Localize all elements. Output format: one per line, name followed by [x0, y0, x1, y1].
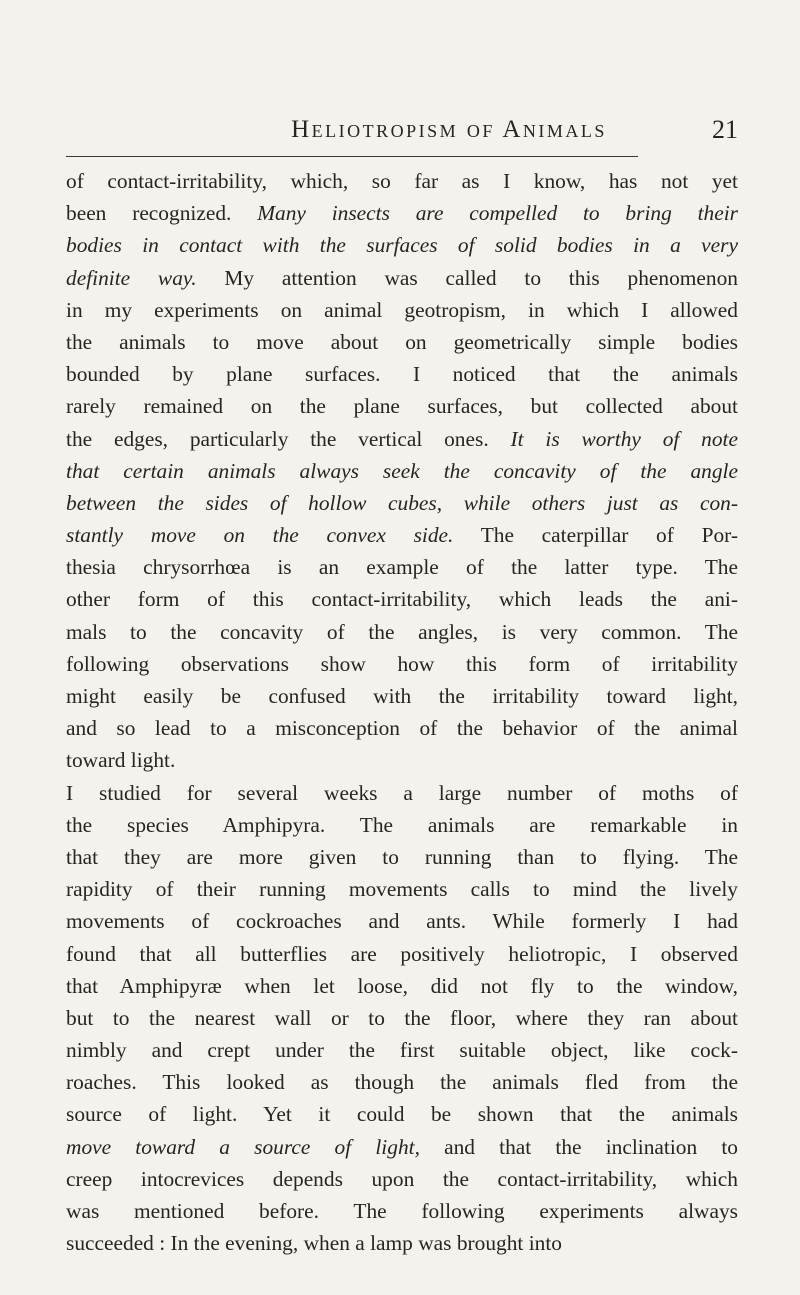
text-line: [66, 519, 738, 551]
text-line: [66, 938, 738, 970]
text-line: [66, 1002, 738, 1034]
text-line: [66, 1034, 738, 1066]
text-line: [66, 744, 738, 776]
header-rule: [66, 156, 638, 157]
text-segment: and that the inclination to: [419, 1134, 738, 1159]
text-segment: following observations show how this form of irritability: [66, 651, 738, 676]
italic-text: between the sides of hollow cubes, while others just as con-: [66, 490, 738, 515]
italic-text: bodies in contact with the surfaces of solid bodies in a very: [66, 233, 738, 258]
running-head: [66, 113, 738, 147]
text-segment: and so lead to a misconception of the behavior of the animal: [66, 716, 738, 741]
text-line: [66, 326, 738, 358]
text-line: [66, 712, 738, 744]
text-segment: the animals to move about on geometrically simple bodies: [66, 329, 738, 354]
text-line: [66, 583, 738, 615]
text-segment: that they are more given to running than to flying. The: [66, 844, 738, 869]
text-line: [66, 358, 738, 390]
text-line: [66, 841, 738, 873]
text-line: [66, 777, 738, 809]
text-line: [66, 905, 738, 937]
text-segment: succeeded : In the evening, when a lamp was brought into: [66, 1231, 562, 1256]
text-line: [66, 262, 738, 294]
text-segment: roaches. This looked as though the animals fled from the: [66, 1070, 738, 1095]
text-line: [66, 229, 738, 261]
text-line: [66, 487, 738, 519]
text-segment: source of light. Yet it could be shown that the animals: [66, 1102, 738, 1127]
text-segment: I studied for several weeks a large number of moths of: [66, 780, 738, 805]
text-segment: rapidity of their running movements calls to mind the lively: [66, 877, 738, 902]
text-segment: of contact-irritability, which, so far as I know, has not yet: [66, 169, 738, 193]
text-segment: might easily be confused with the irritability toward light,: [66, 684, 738, 708]
italic-text: move toward a source of light,: [66, 1134, 420, 1159]
text-line: [66, 1227, 738, 1259]
text-segment: other form of this contact-irritability, which leads the ani-: [66, 587, 738, 612]
text-line: [66, 1066, 738, 1098]
text-segment: thesia chrysorrhœa is an example of the latter type. The: [66, 555, 738, 580]
text-line: [66, 1163, 738, 1195]
text-segment: been recognized.: [66, 201, 258, 226]
text-line: [66, 165, 738, 197]
text-line: [66, 616, 738, 648]
text-line: [66, 680, 738, 712]
italic-text: stantly move on the convex side.: [66, 523, 454, 548]
text-segment: was mentioned before. The following experiments always: [66, 1199, 738, 1223]
text-line: [66, 294, 738, 326]
text-line: [66, 1195, 738, 1227]
body-text: [66, 165, 738, 1259]
text-segment: bounded by plane surfaces. I noticed that the animals: [66, 362, 738, 387]
text-segment: found that all butterflies are positively heliotropic, I observed: [66, 941, 738, 966]
text-segment: that Amphipyræ when let loose, did not fly to the window,: [66, 973, 738, 998]
text-segment: movements of cockroaches and ants. While formerly I had: [66, 909, 738, 934]
text-segment: My attention was called to this phenomenon: [196, 265, 738, 290]
text-segment: nimbly and crept under the first suitable object, like cock-: [66, 1038, 738, 1063]
text-segment: rarely remained on the plane surfaces, but collected about: [66, 394, 738, 419]
text-segment: toward light.: [66, 748, 176, 773]
text-line: [66, 648, 738, 680]
text-line: [66, 197, 738, 229]
text-line: [66, 423, 738, 455]
text-segment: the species Amphipyra. The animals are remarkable in: [66, 812, 738, 837]
text-segment: The caterpillar of Por-: [453, 523, 738, 548]
italic-text: It is worthy of note: [510, 426, 738, 451]
text-segment: in my experiments on animal geotropism, in which I allowed: [66, 297, 738, 322]
text-segment: creep intocrevices depends upon the contact-irritability, which: [66, 1166, 738, 1191]
text-line: [66, 1098, 738, 1130]
text-segment: mals to the concavity of the angles, is very common. The: [66, 619, 738, 644]
text-line: [66, 873, 738, 905]
text-line: [66, 970, 738, 1002]
italic-text: Many insects are compelled to bring their: [257, 201, 738, 226]
text-line: [66, 390, 738, 422]
page-number: 21: [712, 115, 738, 144]
text-line: [66, 809, 738, 841]
text-line: [66, 551, 738, 583]
text-segment: but to the nearest wall or to the floor, where they ran about: [66, 1005, 738, 1030]
running-title: Heliotropism of Animals: [291, 116, 607, 143]
italic-text: that certain animals always seek the concavity of the angle: [66, 458, 738, 483]
italic-text: definite way.: [66, 265, 197, 290]
text-line: [66, 455, 738, 487]
text-segment: the edges, particularly the vertical ones.: [66, 426, 511, 451]
text-line: [66, 1131, 738, 1163]
